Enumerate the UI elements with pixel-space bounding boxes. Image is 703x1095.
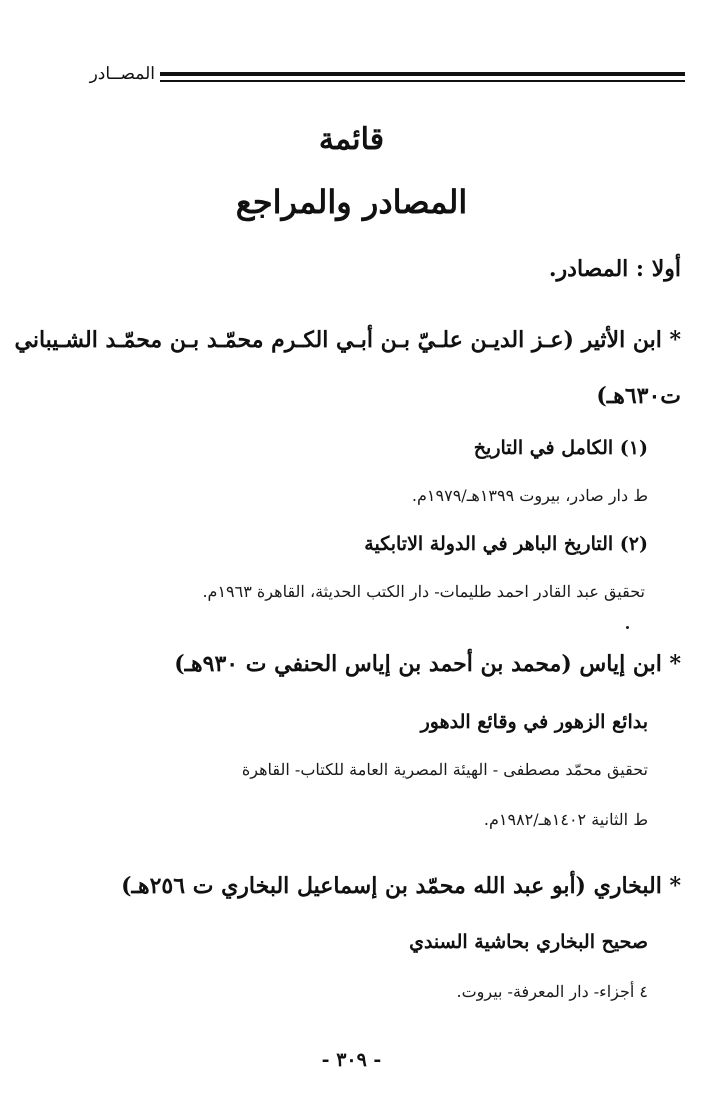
work-title: (١) الكامل في التاريخ: [473, 437, 648, 459]
entry-author-continued: [21, 378, 681, 414]
stray-mark: [626, 626, 629, 629]
work-title: صحيح البخاري بحاشية السندي: [409, 931, 648, 953]
work-publication-continued: ط الثانية ١٤٠٢هـ/١٩٨٢م.: [483, 810, 648, 829]
work-publication: تحقيق محمّد مصطفى - الهيئة المصرية العامة للكتاب- القاهرة: [241, 760, 648, 779]
entry-author: [21, 646, 681, 682]
work-publication: تحقيق عبد القادر احمد طليمات- دار الكتب الحديثة، القاهرة ١٩٦٣م.: [202, 582, 645, 601]
page-number: - ٣٠٩ -: [321, 1049, 382, 1071]
entry-author: [14, 322, 681, 358]
header-rule-thin: [160, 80, 685, 82]
work-publication: ط دار صادر، بيروت ١٣٩٩هـ/١٩٧٩م.: [411, 486, 648, 505]
entry-author-line1: * البخاري (أبو عبد الله محمّد بن إسماعيل البخاري ت ٢٥٦هـ): [121, 873, 681, 899]
page-title-line1: قائمة: [318, 122, 385, 157]
header-rule-thick: [160, 72, 685, 76]
work-title: بدائع الزهور في وقائع الدهور: [420, 711, 648, 733]
entry-author: [21, 868, 681, 904]
entry-author-line2: ت٦٣٠هـ): [596, 383, 681, 409]
work-publication: ٤ أجزاء- دار المعرفة- بيروت.: [456, 982, 648, 1001]
page-title-line2: المصادر والمراجع: [235, 183, 468, 221]
entry-author-line1: * ابن الأثير (عـز الديـن علـيّ بـن أبـي الكـرم محمّـد بـن محمّـد الشـيباني: [14, 327, 681, 353]
work-title: (٢) التاريخ الباهر في الدولة الاتابكية: [364, 533, 648, 555]
header-rule: [160, 72, 685, 84]
entry-author-line1: * ابن إياس (محمد بن أحمد بن إياس الحنفي ت ٩٣٠هـ): [174, 651, 681, 677]
running-header-title: المصــادر: [89, 64, 155, 84]
section-heading: أولا : المصادر.: [548, 256, 681, 282]
